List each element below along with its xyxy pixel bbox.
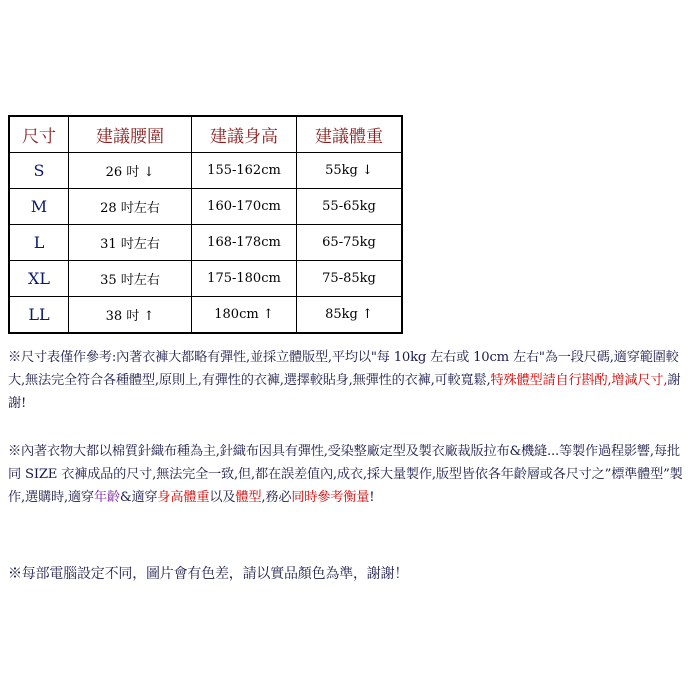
note2-text-2: &適穿 (119, 490, 158, 505)
cell-height: 175-180cm (192, 261, 297, 297)
cell-size: L (9, 225, 69, 261)
note1-thanks: 謝謝! (8, 373, 681, 411)
note2-height-weight-highlight: 身高體重 (157, 490, 210, 505)
note2-text-3: 以及 (209, 490, 236, 505)
note2-consider-highlight: 同時參考衡量 (291, 490, 370, 505)
note2-age-highlight: 年齡 (93, 490, 120, 505)
cell-waist: 31 吋左右 (69, 225, 192, 261)
note2-text-1: ※內著衣物大都以棉質針織布種為主,針織布因具有彈性,受染整廠定型及製衣廠裁版拉布&機縫...等製作過程影響,每批同 SIZE 衣褲成品的尺寸,無法完全一致,但,都在誤差值內,成衣,採大量製作,版型皆依各年齡層或各尺寸之”標準體型”製作,選購時,適穿 (8, 444, 683, 505)
cell-size: LL (9, 297, 69, 334)
note2-body-type-highlight: 體型 (235, 490, 262, 505)
header-height: 建議身高 (192, 116, 297, 153)
header-weight: 建議體重 (297, 116, 403, 153)
cell-weight: 65-75kg (297, 225, 403, 261)
cell-height: 180cm ↑ (192, 297, 297, 334)
cell-waist: 28 吋左右 (69, 189, 192, 225)
cell-height: 168-178cm (192, 225, 297, 261)
table-row (9, 261, 402, 297)
cell-weight: 55kg ↓ (297, 153, 403, 189)
header-waist: 建議腰圍 (69, 116, 192, 153)
table-row (9, 225, 402, 261)
cell-size: XL (9, 261, 69, 297)
cell-waist: 38 吋 ↑ (69, 297, 192, 334)
note1-text: ※尺寸表僅作參考:內著衣褲大都略有彈性,並採立體版型,平均以"每 10kg 左右或 10cm 左右"為一段尺碼,適穿範圍較大,無法完全符合各種體型,原則上,有彈性的衣褲,選擇較貼身,無彈性的衣褲,可較寬鬆, (8, 350, 679, 388)
cell-waist: 26 吋 ↓ (69, 153, 192, 189)
table-header-row (9, 116, 402, 153)
note2-text-4: ,務必 (261, 490, 292, 505)
cell-weight: 55-65kg (297, 189, 403, 225)
cell-height: 155-162cm (192, 153, 297, 189)
size-reference-note (8, 346, 692, 415)
cell-size: M (9, 189, 69, 225)
cell-size: S (9, 153, 69, 189)
fabric-tolerance-note (8, 440, 692, 509)
cell-waist: 35 吋左右 (69, 261, 192, 297)
cell-weight: 75-85kg (297, 261, 403, 297)
table-row (9, 153, 402, 189)
header-size: 尺寸 (9, 116, 69, 153)
size-chart-table (8, 115, 403, 334)
cell-height: 160-170cm (192, 189, 297, 225)
table-row (9, 189, 402, 225)
table-row (9, 297, 402, 334)
note1-red-warning: 特殊體型請自行斟酌,增減尺寸, (490, 373, 668, 388)
note2-text-5: ! (369, 490, 375, 505)
cell-weight: 85kg ↑ (297, 297, 403, 334)
color-difference-note: ※每部電腦設定不同，圖片會有色差，請以實品顏色為準，謝謝！ (8, 566, 409, 582)
